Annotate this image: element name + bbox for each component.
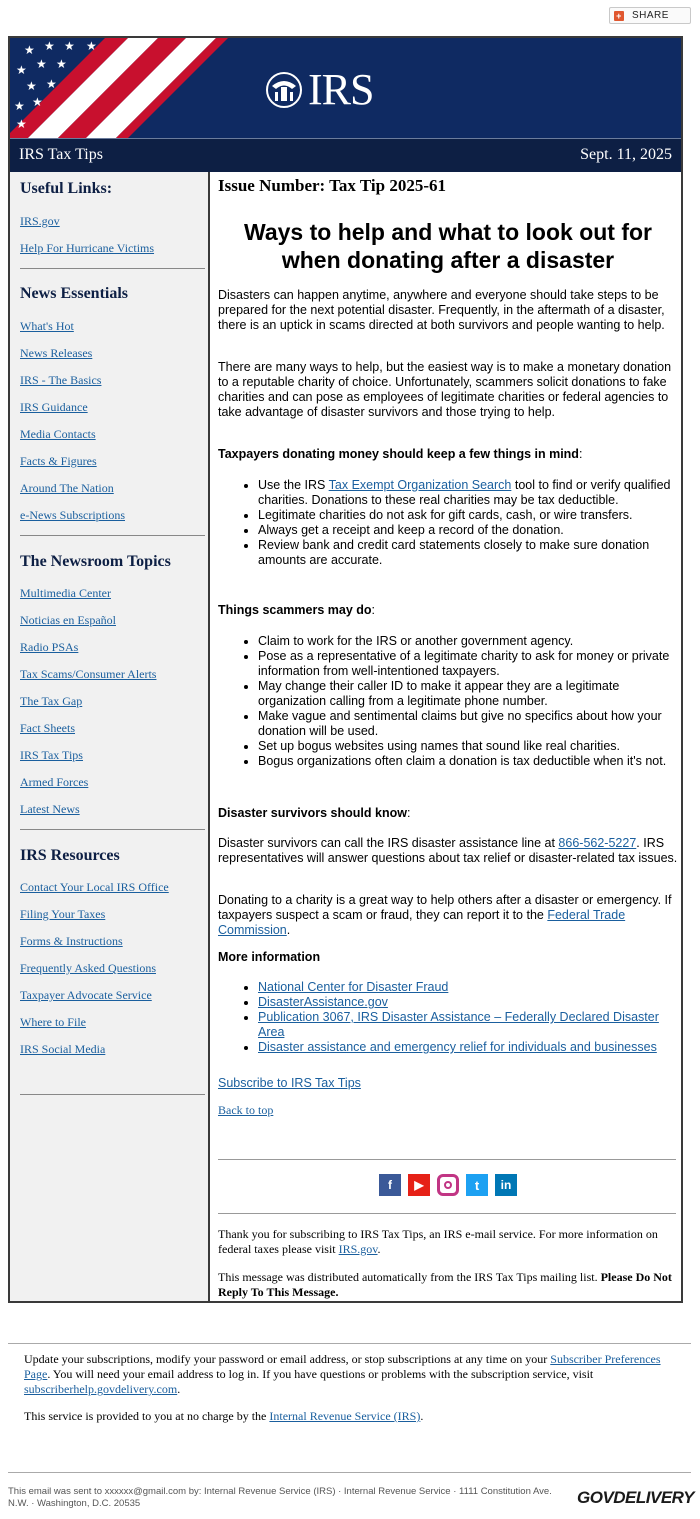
donors-heading-text: Taxpayers donating money should keep a few things in mind xyxy=(218,447,579,461)
back-to-top-link[interactable]: Back to top xyxy=(218,1103,274,1117)
issue-number: Issue Number: Tax Tip 2025-61 xyxy=(218,176,446,195)
paragraph-text: Disaster survivors can call the IRS disaster assistance line at xyxy=(218,836,559,850)
svg-text:★: ★ xyxy=(14,99,25,113)
irs-gov-link[interactable]: IRS.gov xyxy=(338,1242,378,1256)
share-plus-icon: + xyxy=(614,11,624,21)
sidebar-link-irs-social-media[interactable]: IRS Social Media xyxy=(20,1042,106,1056)
article-title: Ways to help and what to look out for when donating after a disaster xyxy=(243,219,653,273)
facebook-icon[interactable]: f xyxy=(379,1174,401,1196)
instagram-icon[interactable] xyxy=(437,1174,459,1196)
irs-logo xyxy=(264,65,374,114)
sidebar-link-noticias[interactable]: Noticias en Español xyxy=(20,613,116,627)
do-not-reply-notice: Please Do Not Reply To This Message. xyxy=(218,1270,672,1299)
svg-text:★: ★ xyxy=(24,43,35,57)
sidebar-link-enews-subscriptions[interactable]: e-News Subscriptions xyxy=(20,508,125,522)
svg-text:★: ★ xyxy=(36,57,47,71)
newsroom-topics-heading: The Newsroom Topics xyxy=(20,553,171,570)
survivors-heading-text: Disaster survivors should know xyxy=(218,806,407,820)
tax-exempt-search-link[interactable]: Tax Exempt Organization Search xyxy=(328,478,512,492)
sidebar-link-irs-tax-tips[interactable]: IRS Tax Tips xyxy=(20,748,83,762)
paragraph-text: Donating to a charity is a great way to help others after a disaster or emergency. If taxpayers suspect a scam or fraud, they can report it to the xyxy=(218,893,672,922)
list-item: • Pose as a representative of a legitimate charity to ask for money or private information from well-intentioned taxpayers. xyxy=(258,649,678,679)
header-banner xyxy=(10,38,681,138)
auto-message-paragraph xyxy=(218,1270,676,1300)
paragraph-text: . You will need your email address to log in. If you have questions or problems with the subscription service, visit xyxy=(47,1367,594,1381)
list-item: • May change their caller ID to make it appear they are a legitimate organization calling from a legitimate phone number. xyxy=(258,679,678,709)
useful-links-heading: Useful Links: xyxy=(20,180,113,197)
paragraph-text: This service is provided to you at no charge by the xyxy=(24,1409,270,1423)
linkedin-icon[interactable]: in xyxy=(495,1174,517,1196)
paragraph-text: Update your subscriptions, modify your password or email address, or stop subscriptions at any time on your xyxy=(24,1352,551,1366)
paragraph-text: . xyxy=(377,1242,381,1256)
divider xyxy=(218,1159,676,1160)
govdelivery-logo[interactable]: GOVDELIVERY xyxy=(577,1488,694,1507)
sidebar-link-tax-gap[interactable]: The Tax Gap xyxy=(20,694,83,708)
emergency-relief-link[interactable]: Disaster assistance and emergency relief for individuals and businesses xyxy=(258,1040,657,1054)
divider xyxy=(20,829,205,830)
sidebar-link-fact-sheets[interactable]: Fact Sheets xyxy=(20,721,75,735)
title-bar xyxy=(10,138,681,172)
sidebar-link-news-releases[interactable]: News Releases xyxy=(20,346,93,360)
sidebar-link-media-contacts[interactable]: Media Contacts xyxy=(20,427,96,441)
svg-text:★: ★ xyxy=(64,39,75,53)
list-item xyxy=(258,478,678,508)
list-item: • Set up bogus websites using names that sound like real charities. xyxy=(258,739,678,754)
footer-divider xyxy=(8,1343,691,1344)
survivors-paragraph xyxy=(218,836,680,866)
disaster-assistance-link[interactable]: DisasterAssistance.gov xyxy=(258,995,388,1009)
svg-text:★: ★ xyxy=(32,95,43,109)
sidebar-link-latest-news[interactable]: Latest News xyxy=(20,802,80,816)
sidebar-link-tax-scams[interactable]: Tax Scams/Consumer Alerts xyxy=(20,667,157,681)
sidebar-link-contact-local-office[interactable]: Contact Your Local IRS Office xyxy=(20,880,169,894)
us-flag-graphic xyxy=(10,38,240,138)
issue-date: Sept. 11, 2025 xyxy=(580,146,672,163)
list-item: • Legitimate charities do not ask for gift cards, cash, or wire transfers. xyxy=(258,508,678,523)
list-item xyxy=(258,995,678,1010)
divider xyxy=(20,535,205,536)
list-item: • Review bank and credit card statements closely to make sure donation amounts are accurate. xyxy=(258,538,678,568)
newsletter-name: IRS Tax Tips xyxy=(19,146,103,163)
sidebar-link-irs-gov[interactable]: IRS.gov xyxy=(20,214,60,228)
subscriber-preferences-link[interactable]: Subscriber Preferences Page xyxy=(24,1352,661,1381)
sidebar-link-facts-figures[interactable]: Facts & Figures xyxy=(20,454,97,468)
subscription-paragraph xyxy=(24,1352,674,1397)
sidebar xyxy=(10,172,210,1301)
list-item xyxy=(258,1010,678,1040)
intro-paragraph: Disasters can happen anytime, anywhere and everyone should take steps to be prepared for the next potential disaster. Frequently, in the aftermath of a disaster, there is an uptick in scams directed at both survivors and people wanting to help. xyxy=(218,288,665,332)
paragraph-text: . xyxy=(286,923,291,937)
list-item-text: tool to find or verify qualified charities. Donations to these real charities may be tax deductible. xyxy=(258,478,671,507)
more-information-list xyxy=(218,980,678,1055)
sidebar-link-forms-instructions[interactable]: Forms & Instructions xyxy=(20,934,123,948)
fine-print: This email was sent to xxxxxx@gmail.com by: Internal Revenue Service (IRS) · Internal Revenue Service · 1111 Constitution Ave. N.W. · Washington, D.C. 20535 xyxy=(8,1486,552,1509)
donating-paragraph xyxy=(218,893,680,938)
divider xyxy=(218,1213,676,1214)
sidebar-link-armed-forces[interactable]: Armed Forces xyxy=(20,775,89,789)
svg-text:★: ★ xyxy=(46,77,57,91)
svg-text:★: ★ xyxy=(16,117,27,131)
svg-text:★: ★ xyxy=(56,57,67,71)
disaster-phone-link[interactable]: 866-562-5227 xyxy=(558,836,637,850)
news-essentials-heading: News Essentials xyxy=(20,285,129,302)
svg-text:★: ★ xyxy=(86,39,97,53)
service-paragraph xyxy=(24,1409,674,1424)
sidebar-link-whats-hot[interactable]: What's Hot xyxy=(20,319,74,333)
footer-divider xyxy=(8,1472,691,1473)
ways-to-help-paragraph: There are many ways to help, but the easiest way is to make a monetary donation to a reputable charity of choice. Unfortunately, scammers solicit donations to fake charities and can pose as employees of legitimate charities or federal agencies to take advantage of disaster survivors and those trying to help. xyxy=(218,360,672,419)
paragraph-text: Thank you for subscribing to IRS Tax Tips, an IRS e-mail service. For more information on federal taxes please visit xyxy=(218,1227,658,1256)
donor-tips-list xyxy=(218,478,678,568)
disaster-fraud-link[interactable]: National Center for Disaster Fraud xyxy=(258,980,449,994)
publication-3067-link[interactable]: Publication 3067, IRS Disaster Assistance – Federally Declared Disaster Area xyxy=(258,1010,659,1039)
newsletter-frame xyxy=(8,36,683,1303)
scammers-heading-text: Things scammers may do xyxy=(218,603,372,617)
paragraph-text: . xyxy=(420,1409,424,1423)
donors-heading: Taxpayers donating money should keep a few things in mind: xyxy=(218,447,583,461)
sidebar-link-filing-taxes[interactable]: Filing Your Taxes xyxy=(20,907,106,921)
sidebar-link-hurricane-help[interactable]: Help For Hurricane Victims xyxy=(20,241,155,255)
svg-text:★: ★ xyxy=(44,39,55,53)
irs-resources-heading: IRS Resources xyxy=(20,847,120,864)
sidebar-link-taxpayer-advocate[interactable]: Taxpayer Advocate Service xyxy=(20,988,152,1002)
sidebar-link-where-to-file[interactable]: Where to File xyxy=(20,1015,86,1029)
scammer-tactics-list xyxy=(218,634,678,769)
paragraph-text: This message was distributed automatically from the IRS Tax Tips mailing list. xyxy=(218,1270,601,1284)
paragraph-text: . xyxy=(177,1382,181,1396)
sidebar-link-irs-basics[interactable]: IRS - The Basics xyxy=(20,373,102,387)
svg-text:★: ★ xyxy=(16,63,27,77)
divider xyxy=(20,268,205,269)
subscriber-help-link[interactable]: subscriberhelp.govdelivery.com xyxy=(24,1382,178,1396)
irs-eagle-icon xyxy=(264,70,304,110)
list-item: • Bogus organizations often claim a donation is tax deductible when it's not. xyxy=(258,754,678,769)
list-item: • Always get a receipt and keep a record of the donation. xyxy=(258,523,678,538)
svg-text:★: ★ xyxy=(26,79,37,93)
list-item: • Claim to work for the IRS or another government agency. xyxy=(258,634,678,649)
list-item xyxy=(258,1040,678,1055)
share-button[interactable] xyxy=(609,7,691,24)
paragraph-text: . IRS representatives will answer questions about tax relief or disaster-related tax issues. xyxy=(218,836,678,865)
sidebar-link-faq[interactable]: Frequently Asked Questions xyxy=(20,961,156,975)
list-item: • Make vague and sentimental claims but give no specifics about how your donation will be used. xyxy=(258,709,678,739)
divider xyxy=(20,1094,205,1095)
social-icons xyxy=(379,1174,517,1196)
sidebar-link-radio-psas[interactable]: Radio PSAs xyxy=(20,640,79,654)
thanks-paragraph xyxy=(218,1227,668,1257)
youtube-icon[interactable]: ▶ xyxy=(408,1174,430,1196)
irs-logo-text: IRS xyxy=(308,65,374,114)
list-item-text: Use the IRS xyxy=(258,478,329,492)
sidebar-link-around-nation[interactable]: Around The Nation xyxy=(20,481,114,495)
irs-service-link[interactable]: Internal Revenue Service (IRS) xyxy=(269,1409,421,1423)
ftc-link[interactable]: Federal Trade Commission xyxy=(218,908,626,937)
sidebar-link-multimedia-center[interactable]: Multimedia Center xyxy=(20,586,111,600)
sidebar-link-irs-guidance[interactable]: IRS Guidance xyxy=(20,400,88,414)
list-item xyxy=(258,980,678,995)
share-label: SHARE xyxy=(632,10,669,21)
more-information-heading: More information xyxy=(218,950,321,964)
subscribe-link[interactable]: Subscribe to IRS Tax Tips xyxy=(218,1076,361,1090)
survivors-heading: Disaster survivors should know: xyxy=(218,806,411,820)
twitter-icon[interactable]: t xyxy=(466,1174,488,1196)
scammers-heading: Things scammers may do: xyxy=(218,603,376,617)
